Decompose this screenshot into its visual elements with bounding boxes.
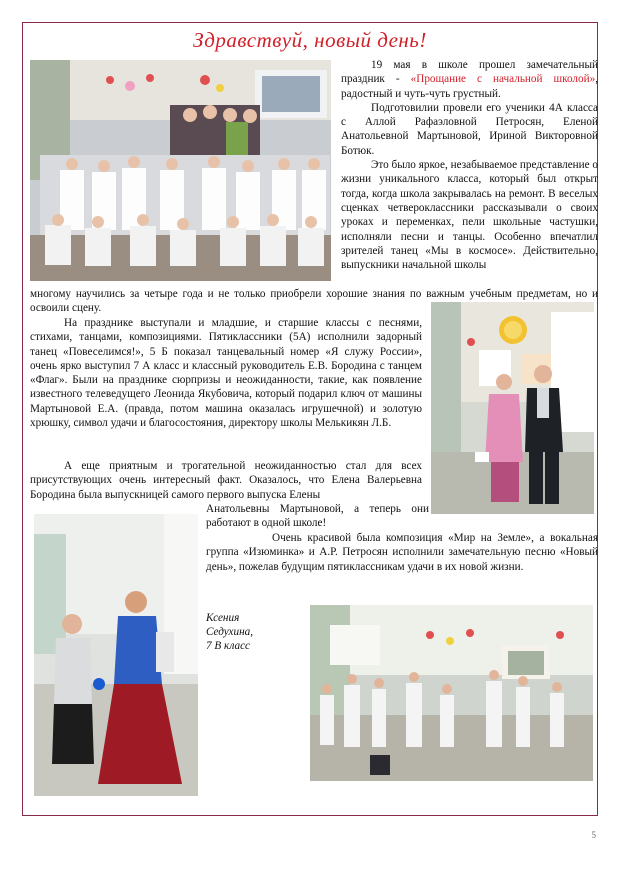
paragraph-performers: На празднике выступали и младшие, и старшие классы с песнями, стихами, танцами, композициями. Пятиклассники (5А) исполнили задорный танец «Повеселимся!», 5 Б показал танцевальный номер «Я служу России», очень ярко выступил 7 А класс и классный руководитель Е.В. Бородина с танцем «Флаг». Были на празднике сюрпризы и неожиданности, такие, как появление известного телеведущего Леонида Якубовича, который подарил ключ от машины Мартыновой Е.А. (правда, потом машина оказалась игрушечной) и золотую хрюшку, символ удачи и благосостояния, директору школы Мелькикян Л.Б. — [30, 317, 422, 430]
page-number: 5 — [591, 830, 596, 840]
paragraph-surprise-continued: Анатольевны Мартыновой, а теперь они работают в одной школе! — [206, 503, 429, 530]
paragraph-performance-continued: многому научились за четыре года и не только приобрели хорошие знания по важным учебным предметам, но и освоили сцену. — [30, 288, 598, 315]
teachers-photo — [34, 514, 198, 796]
author-last-name: Седухина, — [206, 626, 254, 638]
paragraph-surprise: А еще приятным и трогательной неожиданностью стал для всех присутствующих очень интересный факт. Оказалось, что Елена Валерьевна Бородина была выпускницей самого первого выпуска Елены — [30, 460, 422, 501]
yakubovich-photo — [431, 302, 594, 514]
intro-text: 19 мая в школе прошел замечательный праздник - — [341, 59, 598, 86]
dance-performance-photo — [310, 605, 593, 781]
event-name: «Прощание с начальной школой» — [410, 73, 596, 86]
intro-text-end: , радостный и чуть-чуть грустный. — [341, 73, 598, 100]
author-class: 7 В класс — [206, 640, 251, 652]
paragraph-organizers: Подготовилии провели его ученики 4А класса с Аллой Рафаэловной Петросян, Еленой Анатольевной Мартыновой, Ириной Викторовной Ботюк. — [341, 101, 598, 157]
article-title: Здравствуй, новый день! — [193, 28, 427, 52]
author-signature — [206, 611, 253, 653]
intro-paragraphs — [341, 58, 598, 272]
paragraph-intro — [341, 58, 598, 101]
class-group-photo — [30, 60, 331, 281]
paragraph-performance: Это было яркое, незабываемое представление о жизни уникального класса, который был открыт тогда, когда школа закрывалась на ремонт. В веселых сценках четвероклассники рассказывали о своих уроках и переменках, пели школьные частушки, исполняли песни и танцы. Особенно впечатлил зрителей танец «Мы в космосе». Действительно, выпускники начальной школы — [341, 159, 598, 272]
paragraph-composition: Очень красивой была композиция «Мир на Земле», а вокальная группа «Изюминка» и А.Р. Петросян исполнили замечательную песню «Новый день», пожелав будущим пятиклассникам удачи в их новой жизни. — [206, 532, 598, 573]
author-first-name: Ксения — [206, 612, 240, 624]
